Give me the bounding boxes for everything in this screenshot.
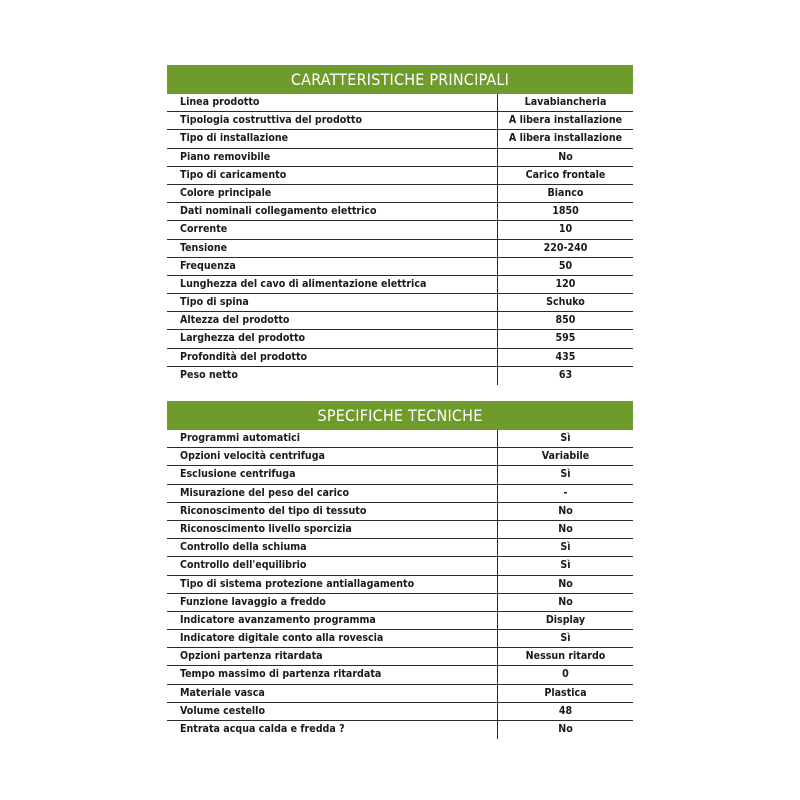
- table-row: [167, 367, 633, 385]
- table-row: [167, 130, 633, 148]
- row-label: Altezza del prodotto: [180, 314, 290, 327]
- table-row: [167, 240, 633, 258]
- row-label: Controllo dell'equilibrio: [180, 559, 307, 572]
- table-row: [167, 94, 633, 112]
- table-row: [167, 666, 633, 684]
- row-label: Tipologia costruttiva del prodotto: [180, 114, 363, 127]
- row-value: No: [497, 721, 633, 739]
- row-value: Bianco: [497, 185, 633, 202]
- row-value: 0: [497, 666, 633, 683]
- row-label: Tipo di caricamento: [180, 168, 287, 181]
- row-value: 10: [497, 221, 633, 238]
- table-row: [167, 349, 633, 367]
- row-label: Misurazione del peso del carico: [180, 486, 350, 499]
- row-label: Materiale vasca: [180, 686, 265, 699]
- row-value: 63: [497, 367, 633, 385]
- table-row: [167, 167, 633, 185]
- row-value: Sì: [497, 630, 633, 647]
- row-value: Lavabiancheria: [497, 94, 633, 111]
- row-value: 120: [497, 276, 633, 293]
- row-label: Opzioni velocità centrifuga: [180, 450, 325, 463]
- row-label: Programmi automatici: [180, 432, 301, 444]
- row-label: Peso netto: [180, 368, 238, 381]
- table-row: [167, 539, 633, 557]
- table-row: [167, 576, 633, 594]
- row-value: 1850: [497, 203, 633, 220]
- row-value: Sì: [497, 557, 633, 574]
- row-label: Indicatore digitale conto alla rovescia: [180, 632, 384, 645]
- technical-specs-table: [167, 401, 633, 739]
- table-row: [167, 312, 633, 330]
- table-row: [167, 294, 633, 312]
- row-label: Linea prodotto: [180, 96, 260, 108]
- row-value: Plastica: [497, 685, 633, 702]
- row-label: Riconoscimento livello sporcizia: [180, 522, 352, 535]
- table-row: [167, 112, 633, 130]
- row-value: Sì: [497, 539, 633, 556]
- row-label: Esclusione centrifuga: [180, 468, 296, 481]
- row-label: Profondità del prodotto: [180, 350, 308, 363]
- row-value: Display: [497, 612, 633, 629]
- row-label: Riconoscimento del tipo di tessuto: [180, 504, 367, 517]
- table-row: [167, 258, 633, 276]
- table-row: [167, 630, 633, 648]
- row-label: Colore principale: [180, 186, 272, 199]
- row-value: 50: [497, 258, 633, 275]
- row-value: 595: [497, 330, 633, 347]
- row-value: 850: [497, 312, 633, 329]
- table-row: [167, 521, 633, 539]
- row-value: No: [497, 521, 633, 538]
- row-value: Sì: [497, 466, 633, 483]
- table-row: [167, 485, 633, 503]
- table-row: [167, 448, 633, 466]
- row-value: 48: [497, 703, 633, 720]
- table-row: [167, 648, 633, 666]
- table-row: [167, 612, 633, 630]
- technical-specs-header: SPECIFICHE TECNICHE: [167, 401, 633, 430]
- row-label: Dati nominali collegamento elettrico: [180, 205, 377, 218]
- table-row: [167, 149, 633, 167]
- row-value: No: [497, 594, 633, 611]
- row-label: Frequenza: [180, 259, 236, 272]
- row-label: Tempo massimo di partenza ritardata: [180, 668, 382, 681]
- main-features-header: CARATTERISTICHE PRINCIPALI: [167, 65, 633, 94]
- row-value: No: [497, 149, 633, 166]
- table-row: [167, 330, 633, 348]
- table-row: [167, 466, 633, 484]
- row-value: No: [497, 576, 633, 593]
- main-features-table: [167, 65, 633, 385]
- table-row: [167, 685, 633, 703]
- table-row: [167, 203, 633, 221]
- row-label: Funzione lavaggio a freddo: [180, 595, 326, 608]
- row-label: Indicatore avanzamento programma: [180, 613, 376, 626]
- row-value: Variabile: [497, 448, 633, 465]
- row-value: Sì: [497, 430, 633, 447]
- row-label: Entrata acqua calda e fredda ?: [180, 723, 345, 735]
- row-value: Nessun ritardo: [497, 648, 633, 665]
- row-label: Piano removibile: [180, 150, 271, 163]
- row-value: 220-240: [497, 240, 633, 257]
- row-label: Volume cestello: [180, 704, 265, 717]
- table-row: [167, 557, 633, 575]
- row-label: Tensione: [180, 241, 228, 254]
- table-row: [167, 430, 633, 448]
- row-value: Carico frontale: [497, 167, 633, 184]
- row-label: Tipo di sistema protezione antiallagamento: [180, 577, 415, 590]
- row-label: Corrente: [180, 223, 228, 236]
- row-value: 435: [497, 349, 633, 366]
- row-label: Larghezza del prodotto: [180, 332, 306, 345]
- row-value: A libera installazione: [497, 112, 633, 129]
- table-row: [167, 185, 633, 203]
- table-row: [167, 503, 633, 521]
- row-label: Controllo della schiuma: [180, 541, 307, 554]
- table-row: [167, 594, 633, 612]
- table-row: [167, 703, 633, 721]
- row-value: No: [497, 503, 633, 520]
- row-value: -: [497, 485, 633, 502]
- row-value: A libera installazione: [497, 130, 633, 147]
- row-label: Tipo di installazione: [180, 132, 289, 145]
- row-label: Opzioni partenza ritardata: [180, 650, 323, 663]
- table-row: [167, 276, 633, 294]
- table-row: [167, 221, 633, 239]
- row-label: Lunghezza del cavo di alimentazione elettrica: [180, 277, 427, 290]
- row-label: Tipo di spina: [180, 296, 249, 309]
- row-value: Schuko: [497, 294, 633, 311]
- table-row: [167, 721, 633, 739]
